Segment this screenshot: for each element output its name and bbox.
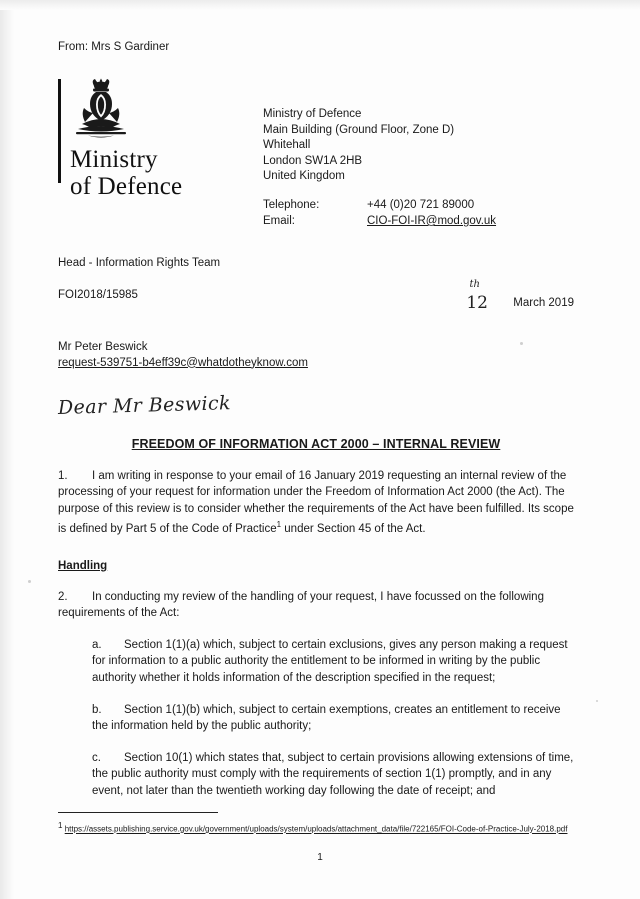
date-month-year: March 2019 bbox=[513, 296, 574, 309]
email-row bbox=[263, 214, 496, 231]
sub-paragraph-a bbox=[92, 637, 574, 687]
paragraph-2 bbox=[58, 589, 574, 622]
email-label: Email: bbox=[263, 215, 295, 227]
sub-paragraph-text: Section 10(1) which states that, subject to certain provisions allowing extensions of time, the public authority must comply with the requirements of section 1(1) promptly, and in any event, not later than the twentieth working day following the date of receipt; and bbox=[92, 751, 574, 798]
paragraph-1 bbox=[58, 468, 574, 538]
recipient-block bbox=[58, 339, 574, 371]
address-block bbox=[263, 77, 574, 231]
logo-vertical-rule bbox=[58, 79, 61, 183]
paragraph-number: 1. bbox=[58, 469, 68, 482]
sub-paragraph-c bbox=[92, 750, 574, 800]
scan-edge-left bbox=[0, 0, 14, 899]
address-line: United Kingdom bbox=[263, 170, 345, 182]
sub-paragraph-text: Section 1(1)(b) which, subject to certain exemptions, creates an entitlement to receive the information held by the public authority; bbox=[92, 703, 561, 733]
paragraph-text-after: under Section 45 of the Act. bbox=[281, 523, 426, 536]
document-title: FREEDOM OF INFORMATION ACT 2000 – INTERNAL REVIEW bbox=[131, 436, 501, 451]
recipient-name: Mr Peter Beswick bbox=[58, 340, 148, 353]
mod-logo-line2: of Defence bbox=[70, 173, 183, 200]
footnote-number: 1 bbox=[58, 821, 63, 830]
sub-paragraph-label: c. bbox=[92, 751, 101, 764]
letterhead bbox=[58, 77, 574, 231]
paragraph-text: I am writing in response to your email of 16 January 2019 requesting an internal review of the processing of your request for information under the Freedom of Information Act 2000 (the Act). The purpose of this review is to consider whether the requirements of the Act have been fulfilled. Its scope is defined by Part 5 of the Code of Practice bbox=[58, 469, 574, 536]
salutation-handwritten: Dear Mr Beswick bbox=[57, 391, 232, 419]
contact-details bbox=[263, 198, 496, 231]
address-line: Ministry of Defence bbox=[263, 108, 362, 120]
telephone-value: +44 (0)20 721 89000 bbox=[367, 198, 475, 211]
address-line: Whitehall bbox=[263, 139, 311, 151]
mod-logo-line1: Ministry bbox=[70, 146, 158, 173]
mod-logo bbox=[58, 77, 263, 200]
date-day-suffix: th bbox=[469, 278, 480, 290]
handling-heading: Handling bbox=[58, 559, 108, 572]
scan-edge-top bbox=[0, 0, 640, 10]
telephone-row bbox=[263, 198, 496, 215]
scan-speck bbox=[28, 580, 31, 583]
sub-paragraph-text: Section 1(1)(a) which, subject to certain exclusions, gives any person making a request for information to a public authority the entitlement to be informed in writing by the public authority whether it holds information of the description specified in the request; bbox=[92, 638, 568, 685]
sub-paragraph-label: b. bbox=[92, 703, 102, 716]
reference-number: FOI2018/15985 bbox=[58, 288, 138, 301]
sub-paragraph-b bbox=[92, 702, 574, 735]
from-line: From: Mrs S Gardiner bbox=[58, 41, 170, 53]
footnote-marker: 1 bbox=[276, 520, 282, 530]
scan-speck bbox=[596, 700, 598, 702]
recipient-email-link[interactable]: request-539751-b4eff39c@whatdotheyknow.com bbox=[58, 356, 308, 369]
paragraph-text: In conducting my review of the handling of your request, I have focussed on the following requirements of the Act: bbox=[58, 590, 544, 620]
sub-paragraph-label: a. bbox=[92, 638, 102, 651]
paragraph-number: 2. bbox=[58, 590, 68, 603]
footnote bbox=[58, 820, 578, 835]
footnote-link[interactable]: https://assets.publishing.service.gov.uk/government/uploads/system/uploads/attachment_data/file/722165/FOI-Code-of-Practice-July-2018.pdf bbox=[64, 824, 568, 834]
document-content bbox=[58, 40, 574, 800]
telephone-label: Telephone: bbox=[263, 198, 320, 211]
email-link[interactable]: CIO-FOI-IR@mod.gov.uk bbox=[367, 215, 497, 227]
team-line: Head - Information Rights Team bbox=[58, 256, 221, 269]
address-line: London SW1A 2HB bbox=[263, 154, 363, 167]
address-line: Main Building (Ground Floor, Zone D) bbox=[263, 123, 455, 136]
date-day-handwritten: 12 bbox=[466, 292, 488, 313]
footnote-separator bbox=[58, 812, 218, 813]
royal-crest-icon bbox=[72, 77, 130, 139]
page-number: 1 bbox=[317, 852, 323, 863]
